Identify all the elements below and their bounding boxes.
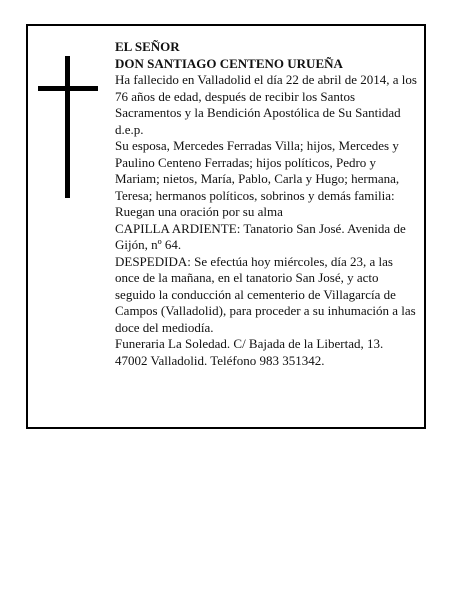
cross-horizontal-bar: [38, 86, 98, 91]
prayer-request: Ruegan una oración por su alma: [115, 204, 283, 219]
notice-title: EL SEÑOR: [115, 39, 180, 54]
cross-icon: [38, 56, 98, 198]
family-list: Su esposa, Mercedes Ferradas Villa; hijos, Mercedes y Paulino Centeno Ferradas; hijos políticos, Pedro y Mariam; nietos, María, Pablo, Carla y Hugo; hermana, Teresa; hermanos políticos, sobrinos y demás familia:: [115, 138, 400, 203]
deceased-name: DON SANTIAGO CENTENO URUEÑA: [115, 55, 343, 71]
obituary-notice: [26, 24, 426, 429]
cross-vertical-bar: [65, 56, 70, 198]
notice-body: [115, 39, 417, 369]
death-announcement: Ha fallecido en Valladolid el día 22 de abril de 2014, a los 76 años de edad, después de recibir los Santos Sacramentos y la Bendición Apostólica de Su Santidad d.e.p.: [115, 72, 417, 137]
chapel-info: CAPILLA ARDIENTE: Tanatorio San José. Avenida de Gijón, nº 64.: [115, 220, 406, 252]
funeral-home-info: Funeraria La Soledad. C/ Bajada de la Libertad, 13. 47002 Valladolid. Teléfono 983 351342.: [115, 336, 384, 368]
farewell-info: DESPEDIDA: Se efectúa hoy miércoles, día 23, a las once de la mañana, en el tanatorio San José, y acto seguido la conducción al cementerio de Villagarcía de Campos (Valladolid), para proceder a su inhumación a las doce del mediodía.: [115, 253, 416, 335]
